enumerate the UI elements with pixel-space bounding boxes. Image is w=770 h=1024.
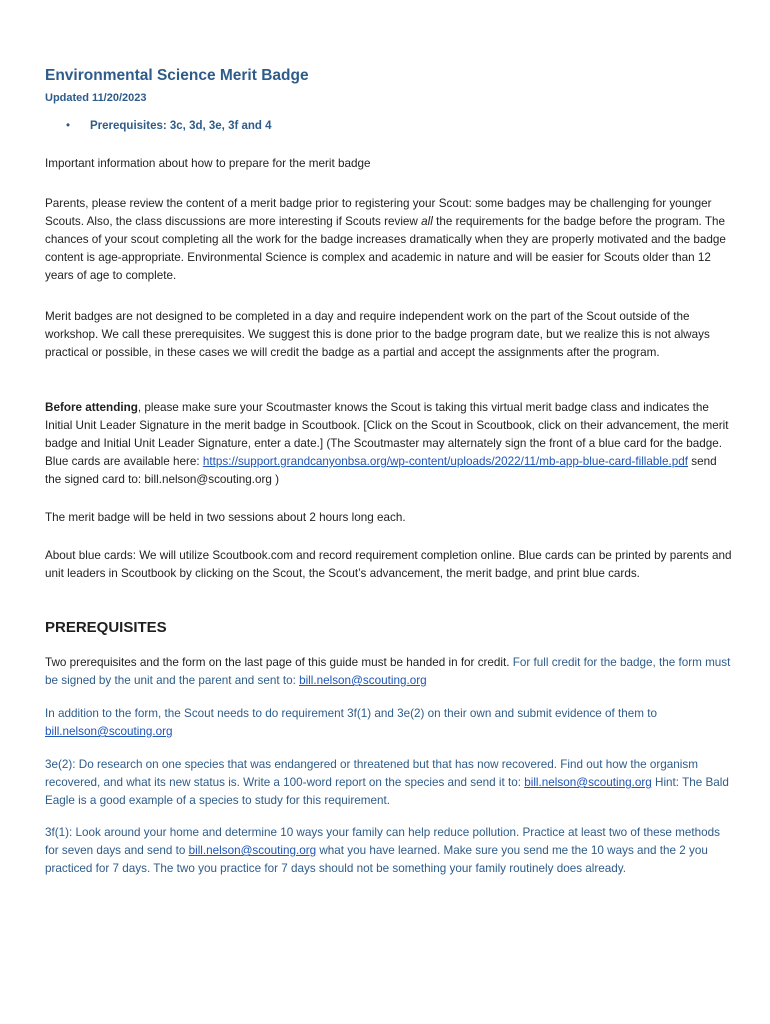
parents-text-1: Parents, please review the content of a merit badge prior to registering your Scout: some badges may be challenging for younger Scouts. Also, the class discussions are more interesting if Scouts review	[45, 197, 712, 228]
intro-paragraph: Important information about how to prepare for the merit badge	[45, 157, 371, 170]
requirement-3e2-paragraph	[45, 756, 735, 810]
blue-cards-paragraph: About blue cards: We will utilize Scoutbook.com and record requirement completion online. Blue cards can be printed by parents and unit leaders in Scoutbook by clicking on the Scout, the Scout’s advancement, the merit badge, and print blue cards.	[45, 549, 732, 580]
bullet-icon: •	[66, 120, 71, 132]
before-attending-after-link: send the signed card to: bill.nelson@scouting.org )	[45, 455, 717, 486]
merit-badges-paragraph: Merit badges are not designed to be completed in a day and require independent work on the part of the Scout outside of the workshop. We call these prerequisites. We suggest this is done prior to the badge program date, but we realize this is not always practical or possible, in these cases we will credit the badge as a partial and accept the assignments after the program.	[45, 310, 710, 359]
prerequisites-list: Prerequisites: 3c, 3d, 3e, 3f and 4	[90, 120, 272, 132]
req-3f1-after: what you have learned. Make sure you send me the 10 ways and the 2 you practiced for 7 days. The two you practice for 7 days should not be something your family routinely does already.	[45, 844, 708, 875]
before-attending-paragraph	[45, 399, 735, 489]
prerequisites-paragraph-2	[45, 705, 735, 741]
sessions-paragraph: The merit badge will be held in two sessions about 2 hours long each.	[45, 511, 406, 524]
prerequisites-paragraph-1	[45, 654, 735, 690]
req-3e2-hint: Hint: The Bald Eagle is a good example of a species to study for this requirement.	[45, 776, 729, 807]
email-link[interactable]: bill.nelson@scouting.org	[188, 844, 317, 857]
updated-date: Updated 11/20/2023	[45, 92, 147, 104]
parents-text-2: the requirements for the badge before the program. The chances of your scout completing all the work for the badge increases dramatically when they are properly motivated and the badge content is age-appropriate. Environmental Science is complex and academic in nature and will be easier for Scouts older than 12 years of age to complete.	[45, 215, 726, 282]
email-link[interactable]: bill.nelson@scouting.org	[299, 674, 427, 687]
prerequisites-heading: PREREQUISITES	[45, 619, 167, 636]
prerequisites-bullet-line	[66, 120, 272, 132]
requirement-3f1-paragraph	[45, 824, 735, 878]
blue-card-link[interactable]: https://support.grandcanyonbsa.org/wp-content/uploads/2022/11/mb-app-blue-card-fillable.pdf	[202, 455, 688, 468]
before-attending-text: , please make sure your Scoutmaster knows the Scout is taking this virtual merit badge class and indicates the Initial Unit Leader Signature in the merit badge in Scoutbook. [Click on the Scout in Scoutbook, click on their advancement, the merit badge and Initial Unit Leader Signature, enter a date.] (The Scoutmaster may alternately sign the front of a blue card for the badge. Blue cards are available here:	[45, 401, 729, 468]
email-link[interactable]: bill.nelson@scouting.org	[524, 776, 652, 789]
before-attending-bold: Before attending	[45, 401, 138, 414]
prereq-p1-black: Two prerequisites and the form on the last page of this guide must be handed in for credit.	[45, 656, 513, 669]
req-3f1-text: 3f(1): Look around your home and determine 10 ways your family can help reduce pollution. Practice at least two of these methods for seven days and send to	[45, 826, 720, 857]
parents-italic: all	[421, 215, 433, 228]
parents-paragraph	[45, 195, 735, 285]
prereq-p1-blue: For full credit for the badge, the form must be signed by the unit and the parent and sent to:	[45, 656, 731, 687]
email-link[interactable]: bill.nelson@scouting.org	[45, 725, 173, 738]
page-title: Environmental Science Merit Badge	[45, 67, 309, 84]
req-3e2-text: 3e(2): Do research on one species that was endangered or threatened but that has now recovered. Find out how the organism recovered, and what its new status is. Write a 100-word report on the species and send it to:	[45, 758, 698, 789]
prereq-p2-text: In addition to the form, the Scout needs to do requirement 3f(1) and 3e(2) on their own and submit evidence of them to	[45, 707, 658, 720]
